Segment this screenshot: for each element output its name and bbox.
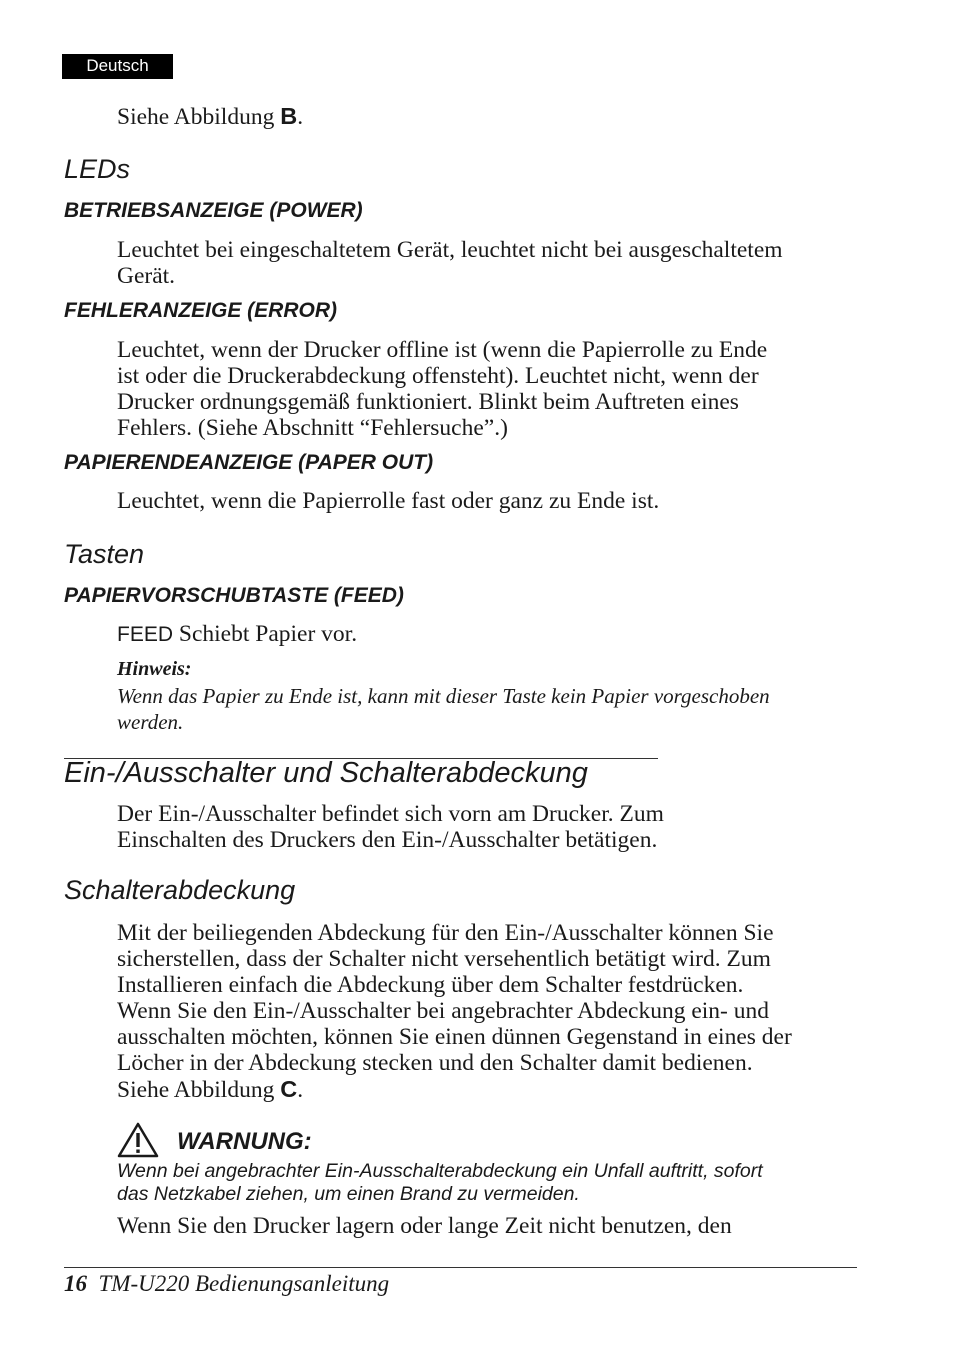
text-line: Einschalten des Druckers den Ein-/Ausschalter betätigen. <box>117 827 658 853</box>
language-tab: Deutsch <box>62 54 173 79</box>
note-title: Hinweis: <box>117 658 192 680</box>
intro-prefix: Siehe Abbildung <box>117 104 281 130</box>
text-line: Wenn Sie den Ein-/Ausschalter bei angebrachter Abdeckung ein- und <box>117 998 769 1024</box>
text-line: Der Ein-/Ausschalter befindet sich vorn am Drucker. Zum <box>117 801 664 827</box>
subsection-title-paper-out: PAPIERENDEANZEIGE (PAPER OUT) <box>64 451 434 474</box>
text-line: ausschalten möchten, können Sie einen dünnen Gegenstand in eines der <box>117 1024 792 1050</box>
text-line: Löcher in der Abdeckung stecken und den Schalter damit bedienen. <box>117 1050 753 1076</box>
subsection-title-power: BETRIEBSANZEIGE (POWER) <box>64 199 363 222</box>
paragraph-schalter <box>117 801 862 853</box>
paragraph-feed <box>117 621 862 648</box>
text-line: ist oder die Druckerabdeckung offensteht). Leuchtet nicht, wenn der <box>117 363 759 389</box>
text-line: Gerät. <box>117 263 176 289</box>
subsection-title-feed: PAPIERVORSCHUBTASTE (FEED) <box>64 584 404 607</box>
text-line: das Netzkabel ziehen, um einen Brand zu vermeiden. <box>117 1183 580 1205</box>
text-line: sicherstellen, dass der Schalter nicht versehentlich betätigt wird. Zum <box>117 946 771 972</box>
footer-rule <box>64 1267 857 1268</box>
section-title-schalter: Ein-/Ausschalter und Schalterabdeckung <box>64 757 588 789</box>
page-number: 16 <box>64 1271 87 1296</box>
text-line: Mit der beiliegenden Abdeckung für den Ein-/Ausschalter können Sie <box>117 920 774 946</box>
feed-key-label: FEED <box>117 623 174 646</box>
intro-suffix: . <box>297 104 304 130</box>
section-title-tasten: Tasten <box>64 539 145 569</box>
text-line: Drucker ordnungsgemäß funktioniert. Blinkt beim Auftreten eines <box>117 389 739 415</box>
text-line: Wenn das Papier zu Ende ist, kann mit dieser Taste kein Papier vorgeschoben <box>117 684 770 708</box>
section-title-leds: LEDs <box>64 154 131 184</box>
subsection-title-error: FEHLERANZEIGE (ERROR) <box>64 299 337 322</box>
paragraph-paper-out <box>117 488 862 514</box>
text-line: Fehlers. (Siehe Abschnitt “Fehlersuche”.) <box>117 415 508 441</box>
paragraph-error <box>117 337 862 441</box>
paragraph-abdeckung <box>117 920 862 1103</box>
warning-text <box>117 1160 867 1206</box>
paragraph-power <box>117 237 862 289</box>
manual-title: TM-U220 Bedienungsanleitung <box>98 1271 390 1296</box>
text-line: Installieren einfach die Abdeckung über dem Schalter festdrücken. <box>117 972 744 998</box>
warning-triangle-icon <box>117 1122 159 1158</box>
figure-ref-b: B <box>280 103 298 129</box>
text-line: werden. <box>117 710 184 734</box>
paragraph-continuation: Wenn Sie den Drucker lagern oder lange Zeit nicht benutzen, den <box>117 1213 732 1239</box>
text-line: Leuchtet bei eingeschaltetem Gerät, leuchtet nicht bei ausgeschaltetem <box>117 237 783 263</box>
feed-description: Schiebt Papier vor. <box>173 621 358 647</box>
page-footer <box>64 1271 389 1297</box>
last-line-suffix: . <box>297 1077 304 1103</box>
last-line-prefix: Siehe Abbildung <box>117 1077 281 1103</box>
text-line: Leuchtet, wenn die Papierrolle fast oder ganz zu Ende ist. <box>117 488 660 514</box>
warning-title: WARNUNG: <box>177 1128 312 1155</box>
note-text <box>117 683 862 735</box>
intro-paragraph <box>117 103 862 130</box>
text-line: Wenn bei angebrachter Ein-Ausschalterabdeckung ein Unfall auftritt, sofort <box>117 1160 763 1182</box>
figure-ref-c: C <box>280 1076 298 1102</box>
text-line: Leuchtet, wenn der Drucker offline ist (wenn die Papierrolle zu Ende <box>117 337 768 363</box>
section-title-abdeckung: Schalterabdeckung <box>64 875 296 905</box>
text-line <box>117 1076 862 1103</box>
